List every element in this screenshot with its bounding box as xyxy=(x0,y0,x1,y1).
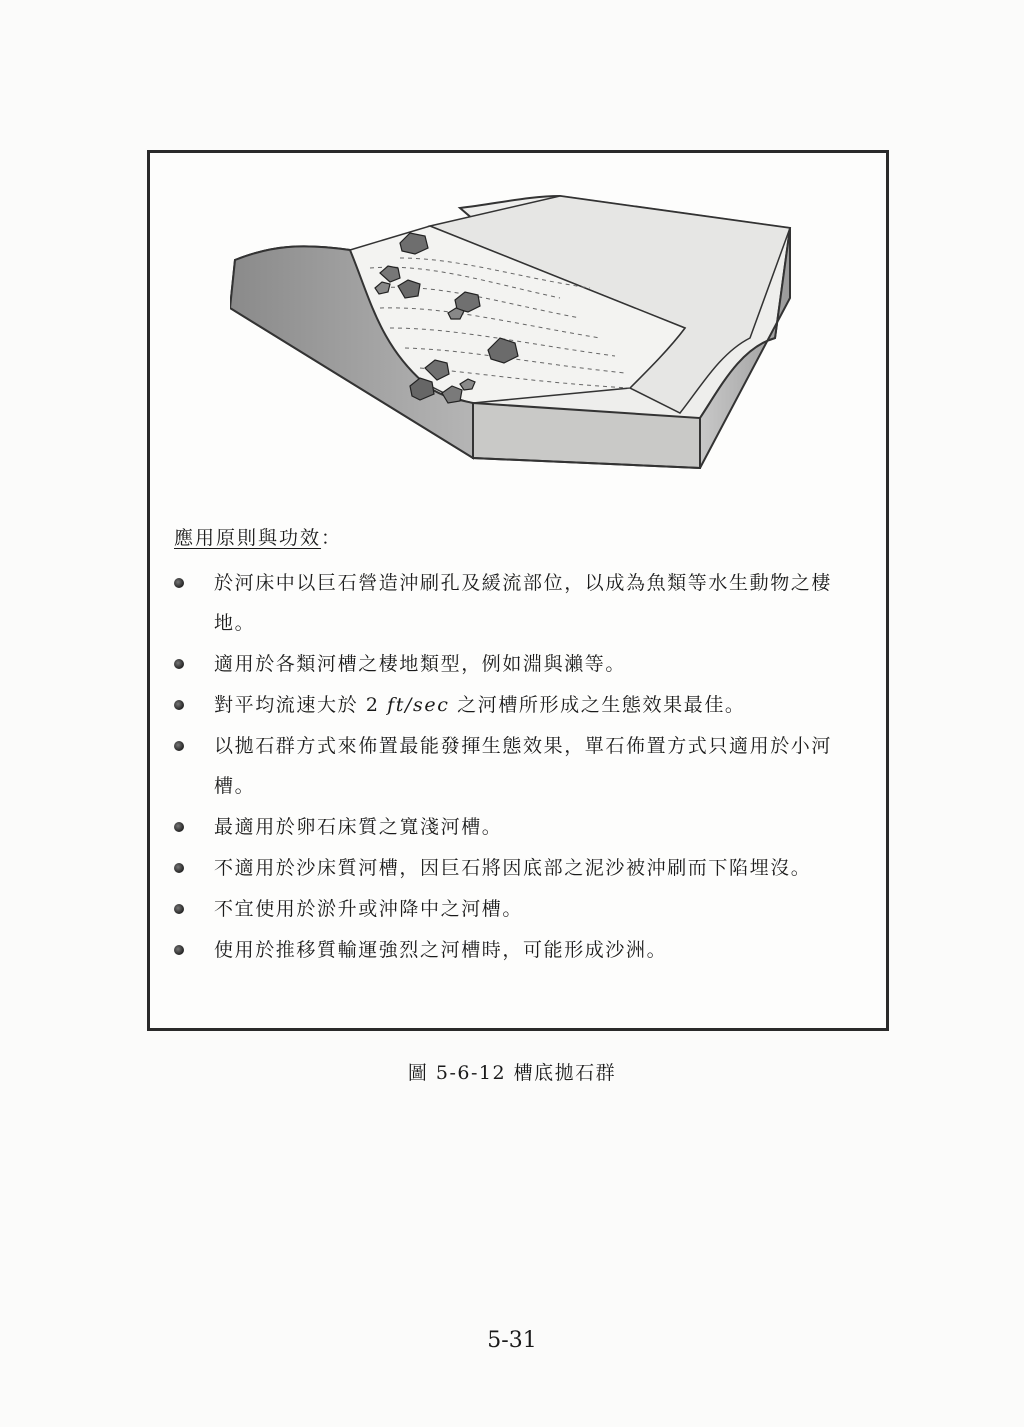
bullet-icon xyxy=(174,659,184,669)
bullet-icon xyxy=(174,822,184,832)
list-item: 不適用於沙床質河槽，因巨石將因底部之泥沙被沖刷而下陷埋沒。 xyxy=(172,848,872,888)
page-number: 5-31 xyxy=(487,1328,537,1353)
list-item: 適用於各類河槽之棲地類型，例如淵與瀨等。 xyxy=(172,644,872,684)
principles-list xyxy=(172,563,872,971)
figure-caption: 圖 5-6-12 槽底拋石群 xyxy=(407,1062,617,1084)
bullet-icon xyxy=(174,904,184,914)
channel-boulder-illustration xyxy=(230,188,810,508)
bullet-icon xyxy=(174,863,184,873)
bullet-icon xyxy=(174,578,184,588)
list-item: 使用於推移質輸運強烈之河槽時，可能形成沙洲。 xyxy=(172,930,872,970)
list-item: 對平均流速大於 2 ft/sec 之河槽所形成之生態效果最佳。 xyxy=(172,685,872,725)
list-item: 於河床中以巨石營造沖刷孔及緩流部位，以成為魚類等水生動物之棲地。 xyxy=(172,563,872,643)
bullet-icon xyxy=(174,945,184,955)
list-item: 最適用於卵石床質之寬淺河槽。 xyxy=(172,807,872,847)
bullet-icon xyxy=(174,741,184,751)
bullet-icon xyxy=(174,700,184,710)
list-item: 不宜使用於淤升或沖降中之河槽。 xyxy=(172,889,872,929)
figure-box xyxy=(147,150,889,1031)
principles-heading: 應用原則與功效： xyxy=(174,527,343,549)
list-item: 以拋石群方式來佈置最能發揮生態效果，單石佈置方式只適用於小河槽。 xyxy=(172,726,872,806)
